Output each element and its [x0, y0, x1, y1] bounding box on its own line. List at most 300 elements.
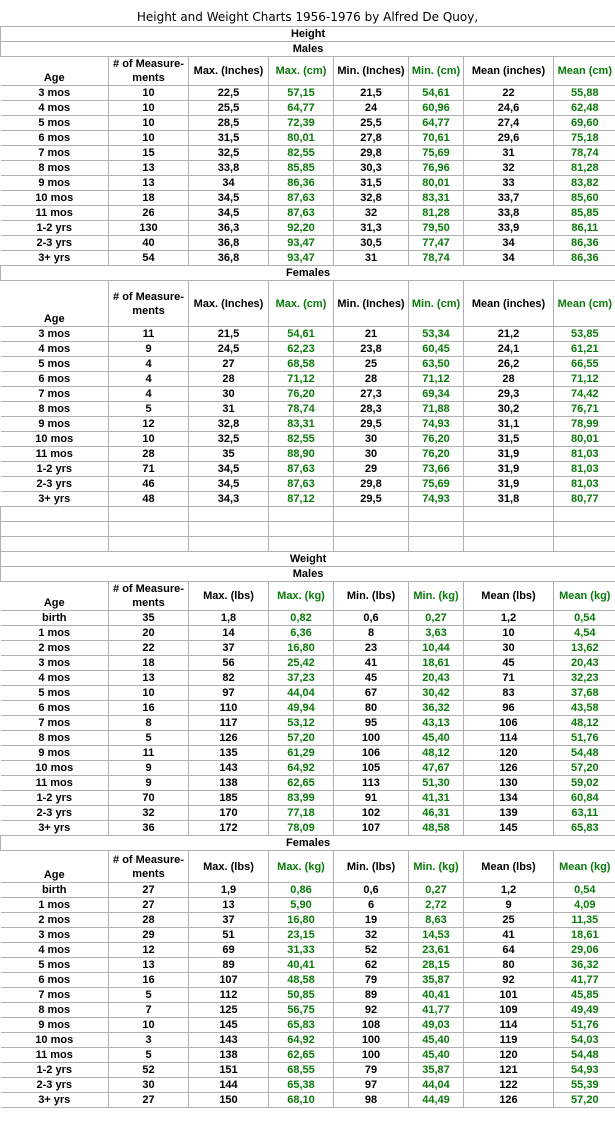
value-cell: 1,8 [189, 611, 269, 626]
header-col-3: Max. (lbs) [189, 582, 269, 611]
value-cell: 48,12 [409, 746, 464, 761]
value-cell: 62,65 [269, 776, 334, 791]
value-cell: 139 [464, 806, 554, 821]
value-cell: 20,43 [554, 656, 615, 671]
header-measurements-line2: ments [132, 597, 165, 609]
table-row [1, 611, 615, 626]
table-row [1, 746, 615, 761]
table-row [1, 417, 615, 432]
value-cell: 40 [109, 236, 189, 251]
value-cell: 9 [109, 342, 189, 357]
value-cell: 71,88 [409, 402, 464, 417]
table-row [1, 1048, 615, 1063]
age-cell: 1-2 yrs [1, 221, 109, 236]
value-cell: 32 [109, 806, 189, 821]
empty-row [1, 537, 615, 552]
empty-cell [109, 507, 189, 522]
value-cell: 5 [109, 1048, 189, 1063]
empty-row [1, 522, 615, 537]
value-cell: 34 [464, 236, 554, 251]
empty-cell [109, 522, 189, 537]
value-cell: 4 [109, 372, 189, 387]
value-cell: 29,6 [464, 131, 554, 146]
age-cell: 11 mos [1, 1048, 109, 1063]
value-cell: 27 [109, 1093, 189, 1108]
table-row [1, 1093, 615, 1108]
value-cell: 126 [464, 1093, 554, 1108]
value-cell: 71,12 [269, 372, 334, 387]
value-cell: 114 [464, 731, 554, 746]
value-cell: 91 [334, 791, 409, 806]
value-cell: 30,3 [334, 161, 409, 176]
value-cell: 83,82 [554, 176, 615, 191]
value-cell: 49,03 [409, 1018, 464, 1033]
section-weight-label: Weight [1, 552, 615, 567]
header-col-4: Max. (kg) [269, 582, 334, 611]
value-cell: 32,5 [189, 146, 269, 161]
age-cell: 5 mos [1, 116, 109, 131]
value-cell: 30 [109, 1078, 189, 1093]
value-cell: 31,5 [464, 432, 554, 447]
value-cell: 30 [334, 447, 409, 462]
value-cell: 107 [334, 821, 409, 836]
table-row [1, 146, 615, 161]
value-cell: 10 [109, 101, 189, 116]
header-col-5: Min. (lbs) [334, 851, 409, 883]
empty-cell [334, 537, 409, 552]
age-cell: 3 mos [1, 86, 109, 101]
value-cell: 82 [189, 671, 269, 686]
header-measurements [109, 57, 189, 86]
age-cell: 7 mos [1, 988, 109, 1003]
empty-cell [554, 522, 615, 537]
value-cell: 96 [464, 701, 554, 716]
value-cell: 0,86 [269, 883, 334, 898]
value-cell: 52 [109, 1063, 189, 1078]
table-row [1, 251, 615, 266]
header-col-5: Min. (Inches) [334, 57, 409, 86]
age-cell: 10 mos [1, 432, 109, 447]
empty-cell [409, 507, 464, 522]
value-cell: 37,23 [269, 671, 334, 686]
value-cell: 75,69 [409, 146, 464, 161]
value-cell: 49,49 [554, 1003, 615, 1018]
value-cell: 28 [109, 447, 189, 462]
value-cell: 89 [189, 958, 269, 973]
value-cell: 0,27 [409, 611, 464, 626]
value-cell: 46,31 [409, 806, 464, 821]
table-row [1, 958, 615, 973]
value-cell: 63,50 [409, 357, 464, 372]
value-cell: 28,5 [189, 116, 269, 131]
value-cell: 80,01 [554, 432, 615, 447]
value-cell: 33,8 [464, 206, 554, 221]
table-row [1, 671, 615, 686]
value-cell: 10 [109, 116, 189, 131]
value-cell: 98 [334, 1093, 409, 1108]
value-cell: 31 [189, 402, 269, 417]
table-row [1, 131, 615, 146]
value-cell: 34,5 [189, 462, 269, 477]
value-cell: 41 [464, 928, 554, 943]
header-measurements-line2: ments [132, 867, 165, 880]
value-cell: 31,3 [334, 221, 409, 236]
age-cell: 1-2 yrs [1, 791, 109, 806]
value-cell: 18 [109, 191, 189, 206]
value-cell: 13,62 [554, 641, 615, 656]
table-row [1, 913, 615, 928]
value-cell: 113 [334, 776, 409, 791]
value-cell: 105 [334, 761, 409, 776]
value-cell: 60,45 [409, 342, 464, 357]
header-col-7: Mean (lbs) [464, 851, 554, 883]
value-cell: 97 [189, 686, 269, 701]
value-cell: 3,63 [409, 626, 464, 641]
value-cell: 16 [109, 973, 189, 988]
value-cell: 79 [334, 973, 409, 988]
value-cell: 51 [189, 928, 269, 943]
value-cell: 83,31 [409, 191, 464, 206]
value-cell: 81,03 [554, 477, 615, 492]
table-row [1, 447, 615, 462]
value-cell: 10 [464, 626, 554, 641]
value-cell: 27,4 [464, 116, 554, 131]
value-cell: 40,41 [269, 958, 334, 973]
value-cell: 68,10 [269, 1093, 334, 1108]
age-cell: 1 mos [1, 898, 109, 913]
value-cell: 36,8 [189, 251, 269, 266]
header-col-7: Mean (inches) [464, 281, 554, 327]
value-cell: 87,63 [269, 206, 334, 221]
value-cell: 31,8 [464, 492, 554, 507]
value-cell: 67 [334, 686, 409, 701]
value-cell: 33,7 [464, 191, 554, 206]
table-row [1, 776, 615, 791]
value-cell: 60,96 [409, 101, 464, 116]
value-cell: 40,41 [409, 988, 464, 1003]
empty-cell [189, 537, 269, 552]
value-cell: 16 [109, 701, 189, 716]
value-cell: 11 [109, 746, 189, 761]
value-cell: 37 [189, 913, 269, 928]
table-row [1, 236, 615, 251]
empty-cell [1, 507, 109, 522]
table-row [1, 716, 615, 731]
age-cell: 2 mos [1, 641, 109, 656]
value-cell: 88,90 [269, 447, 334, 462]
value-cell: 145 [189, 1018, 269, 1033]
value-cell: 43,13 [409, 716, 464, 731]
value-cell: 75,69 [409, 477, 464, 492]
value-cell: 68,55 [269, 1063, 334, 1078]
value-cell: 13 [109, 671, 189, 686]
value-cell: 23,8 [334, 342, 409, 357]
table-row [1, 731, 615, 746]
value-cell: 87,63 [269, 191, 334, 206]
header-age: Age [1, 582, 109, 611]
value-cell: 10 [109, 131, 189, 146]
value-cell: 44,04 [269, 686, 334, 701]
value-cell: 81,28 [554, 161, 615, 176]
value-cell: 9 [109, 776, 189, 791]
value-cell: 81,28 [409, 206, 464, 221]
value-cell: 45,40 [409, 1048, 464, 1063]
value-cell: 13 [109, 176, 189, 191]
value-cell: 29,5 [334, 417, 409, 432]
value-cell: 32 [334, 928, 409, 943]
value-cell: 30 [334, 432, 409, 447]
value-cell: 80 [334, 701, 409, 716]
age-cell: 11 mos [1, 447, 109, 462]
value-cell: 5 [109, 402, 189, 417]
value-cell: 10 [109, 432, 189, 447]
value-cell: 16,80 [269, 913, 334, 928]
value-cell: 69,60 [554, 116, 615, 131]
value-cell: 119 [464, 1033, 554, 1048]
value-cell: 36,32 [554, 958, 615, 973]
value-cell: 57,15 [269, 86, 334, 101]
value-cell: 130 [109, 221, 189, 236]
value-cell: 23,15 [269, 928, 334, 943]
value-cell: 8 [109, 716, 189, 731]
value-cell: 25,42 [269, 656, 334, 671]
value-cell: 34,3 [189, 492, 269, 507]
value-cell: 18 [109, 656, 189, 671]
value-cell: 81,03 [554, 447, 615, 462]
header-age: Age [1, 281, 109, 327]
value-cell: 52 [334, 943, 409, 958]
value-cell: 74,93 [409, 492, 464, 507]
value-cell: 54,61 [409, 86, 464, 101]
value-cell: 71 [109, 462, 189, 477]
age-cell: 2-3 yrs [1, 236, 109, 251]
value-cell: 76,20 [409, 447, 464, 462]
column-header-row [1, 582, 615, 611]
value-cell: 10 [109, 86, 189, 101]
value-cell: 122 [464, 1078, 554, 1093]
value-cell: 35,87 [409, 1063, 464, 1078]
table-row [1, 477, 615, 492]
value-cell: 31,5 [189, 131, 269, 146]
age-cell: 9 mos [1, 1018, 109, 1033]
empty-cell [334, 507, 409, 522]
age-cell: 6 mos [1, 372, 109, 387]
value-cell: 18,61 [554, 928, 615, 943]
value-cell: 54,03 [554, 1033, 615, 1048]
empty-cell [109, 537, 189, 552]
value-cell: 87,63 [269, 477, 334, 492]
value-cell: 78,09 [269, 821, 334, 836]
value-cell: 30,42 [409, 686, 464, 701]
value-cell: 54,48 [554, 1048, 615, 1063]
value-cell: 28 [334, 372, 409, 387]
value-cell: 65,38 [269, 1078, 334, 1093]
value-cell: 86,36 [554, 236, 615, 251]
header-col-8: Mean (cm) [554, 281, 615, 327]
header-col-7: Mean (inches) [464, 57, 554, 86]
value-cell: 144 [189, 1078, 269, 1093]
table-row [1, 701, 615, 716]
value-cell: 29,3 [464, 387, 554, 402]
value-cell: 48,12 [554, 716, 615, 731]
value-cell: 36,8 [189, 236, 269, 251]
value-cell: 31,1 [464, 417, 554, 432]
value-cell: 170 [189, 806, 269, 821]
value-cell: 23 [334, 641, 409, 656]
age-cell: 3 mos [1, 928, 109, 943]
value-cell: 120 [464, 1048, 554, 1063]
value-cell: 54,93 [554, 1063, 615, 1078]
value-cell: 36 [109, 821, 189, 836]
table-row [1, 342, 615, 357]
column-header-row [1, 851, 615, 883]
age-cell: 1 mos [1, 626, 109, 641]
value-cell: 51,30 [409, 776, 464, 791]
age-cell: 5 mos [1, 357, 109, 372]
value-cell: 89 [334, 988, 409, 1003]
value-cell: 9 [109, 761, 189, 776]
value-cell: 63,11 [554, 806, 615, 821]
age-cell: 3 mos [1, 327, 109, 342]
value-cell: 34,5 [189, 191, 269, 206]
value-cell: 76,96 [409, 161, 464, 176]
value-cell: 2,72 [409, 898, 464, 913]
value-cell: 102 [334, 806, 409, 821]
value-cell: 44,04 [409, 1078, 464, 1093]
value-cell: 15 [109, 146, 189, 161]
value-cell: 48,58 [409, 821, 464, 836]
value-cell: 44,49 [409, 1093, 464, 1108]
value-cell: 48,58 [269, 973, 334, 988]
header-col-7: Mean (lbs) [464, 582, 554, 611]
value-cell: 34,5 [189, 206, 269, 221]
value-cell: 4 [109, 387, 189, 402]
empty-row [1, 507, 615, 522]
value-cell: 72,39 [269, 116, 334, 131]
value-cell: 126 [189, 731, 269, 746]
table-row [1, 176, 615, 191]
value-cell: 56 [189, 656, 269, 671]
value-cell: 9 [464, 898, 554, 913]
value-cell: 19 [334, 913, 409, 928]
value-cell: 76,20 [409, 432, 464, 447]
age-cell: 9 mos [1, 176, 109, 191]
table-row [1, 1078, 615, 1093]
age-cell: 2-3 yrs [1, 477, 109, 492]
value-cell: 25 [464, 913, 554, 928]
empty-cell [334, 522, 409, 537]
value-cell: 34,5 [189, 477, 269, 492]
age-cell: 11 mos [1, 206, 109, 221]
value-cell: 8 [334, 626, 409, 641]
value-cell: 30 [189, 387, 269, 402]
header-measurements [109, 582, 189, 611]
value-cell: 25,5 [189, 101, 269, 116]
empty-cell [464, 522, 554, 537]
value-cell: 36,32 [409, 701, 464, 716]
value-cell: 64,77 [409, 116, 464, 131]
header-col-5: Min. (Inches) [334, 281, 409, 327]
value-cell: 28 [464, 372, 554, 387]
age-cell: 10 mos [1, 1033, 109, 1048]
empty-cell [269, 537, 334, 552]
age-cell: 3+ yrs [1, 1093, 109, 1108]
value-cell: 29,8 [334, 477, 409, 492]
value-cell: 35,87 [409, 973, 464, 988]
value-cell: 80,01 [269, 131, 334, 146]
value-cell: 33,9 [464, 221, 554, 236]
group-males-label: Males [1, 567, 615, 582]
table-row [1, 821, 615, 836]
value-cell: 22 [109, 641, 189, 656]
value-cell: 32,8 [189, 417, 269, 432]
value-cell: 29 [334, 462, 409, 477]
age-cell: 8 mos [1, 1003, 109, 1018]
value-cell: 21,5 [189, 327, 269, 342]
value-cell: 56,75 [269, 1003, 334, 1018]
value-cell: 71,12 [409, 372, 464, 387]
table-row [1, 626, 615, 641]
value-cell: 125 [189, 1003, 269, 1018]
value-cell: 5 [109, 731, 189, 746]
value-cell: 29,06 [554, 943, 615, 958]
value-cell: 48 [109, 492, 189, 507]
value-cell: 31 [334, 251, 409, 266]
value-cell: 32,23 [554, 671, 615, 686]
table-row [1, 898, 615, 913]
value-cell: 18,61 [409, 656, 464, 671]
table-row [1, 387, 615, 402]
value-cell: 27 [189, 357, 269, 372]
value-cell: 86,36 [554, 251, 615, 266]
value-cell: 74,42 [554, 387, 615, 402]
value-cell: 53,12 [269, 716, 334, 731]
value-cell: 12 [109, 417, 189, 432]
header-measurements-line2: ments [132, 304, 165, 317]
value-cell: 32 [334, 206, 409, 221]
empty-cell [189, 507, 269, 522]
header-measurements-line2: ments [132, 72, 165, 84]
empty-cell [409, 537, 464, 552]
value-cell: 13 [189, 898, 269, 913]
value-cell: 93,47 [269, 236, 334, 251]
age-cell: 2-3 yrs [1, 806, 109, 821]
value-cell: 51,76 [554, 731, 615, 746]
value-cell: 31,5 [334, 176, 409, 191]
value-cell: 6,36 [269, 626, 334, 641]
value-cell: 109 [464, 1003, 554, 1018]
value-cell: 24,5 [189, 342, 269, 357]
age-cell: 10 mos [1, 191, 109, 206]
value-cell: 66,55 [554, 357, 615, 372]
table-row [1, 327, 615, 342]
value-cell: 28,15 [409, 958, 464, 973]
table-row [1, 1063, 615, 1078]
value-cell: 81,03 [554, 462, 615, 477]
value-cell: 32,8 [334, 191, 409, 206]
value-cell: 65,83 [269, 1018, 334, 1033]
value-cell: 57,20 [269, 731, 334, 746]
value-cell: 82,55 [269, 432, 334, 447]
value-cell: 30 [464, 641, 554, 656]
value-cell: 61,29 [269, 746, 334, 761]
value-cell: 69,34 [409, 387, 464, 402]
value-cell: 80 [464, 958, 554, 973]
group-females-label-row [1, 266, 615, 281]
value-cell: 29 [109, 928, 189, 943]
empty-cell [189, 522, 269, 537]
table-row [1, 928, 615, 943]
